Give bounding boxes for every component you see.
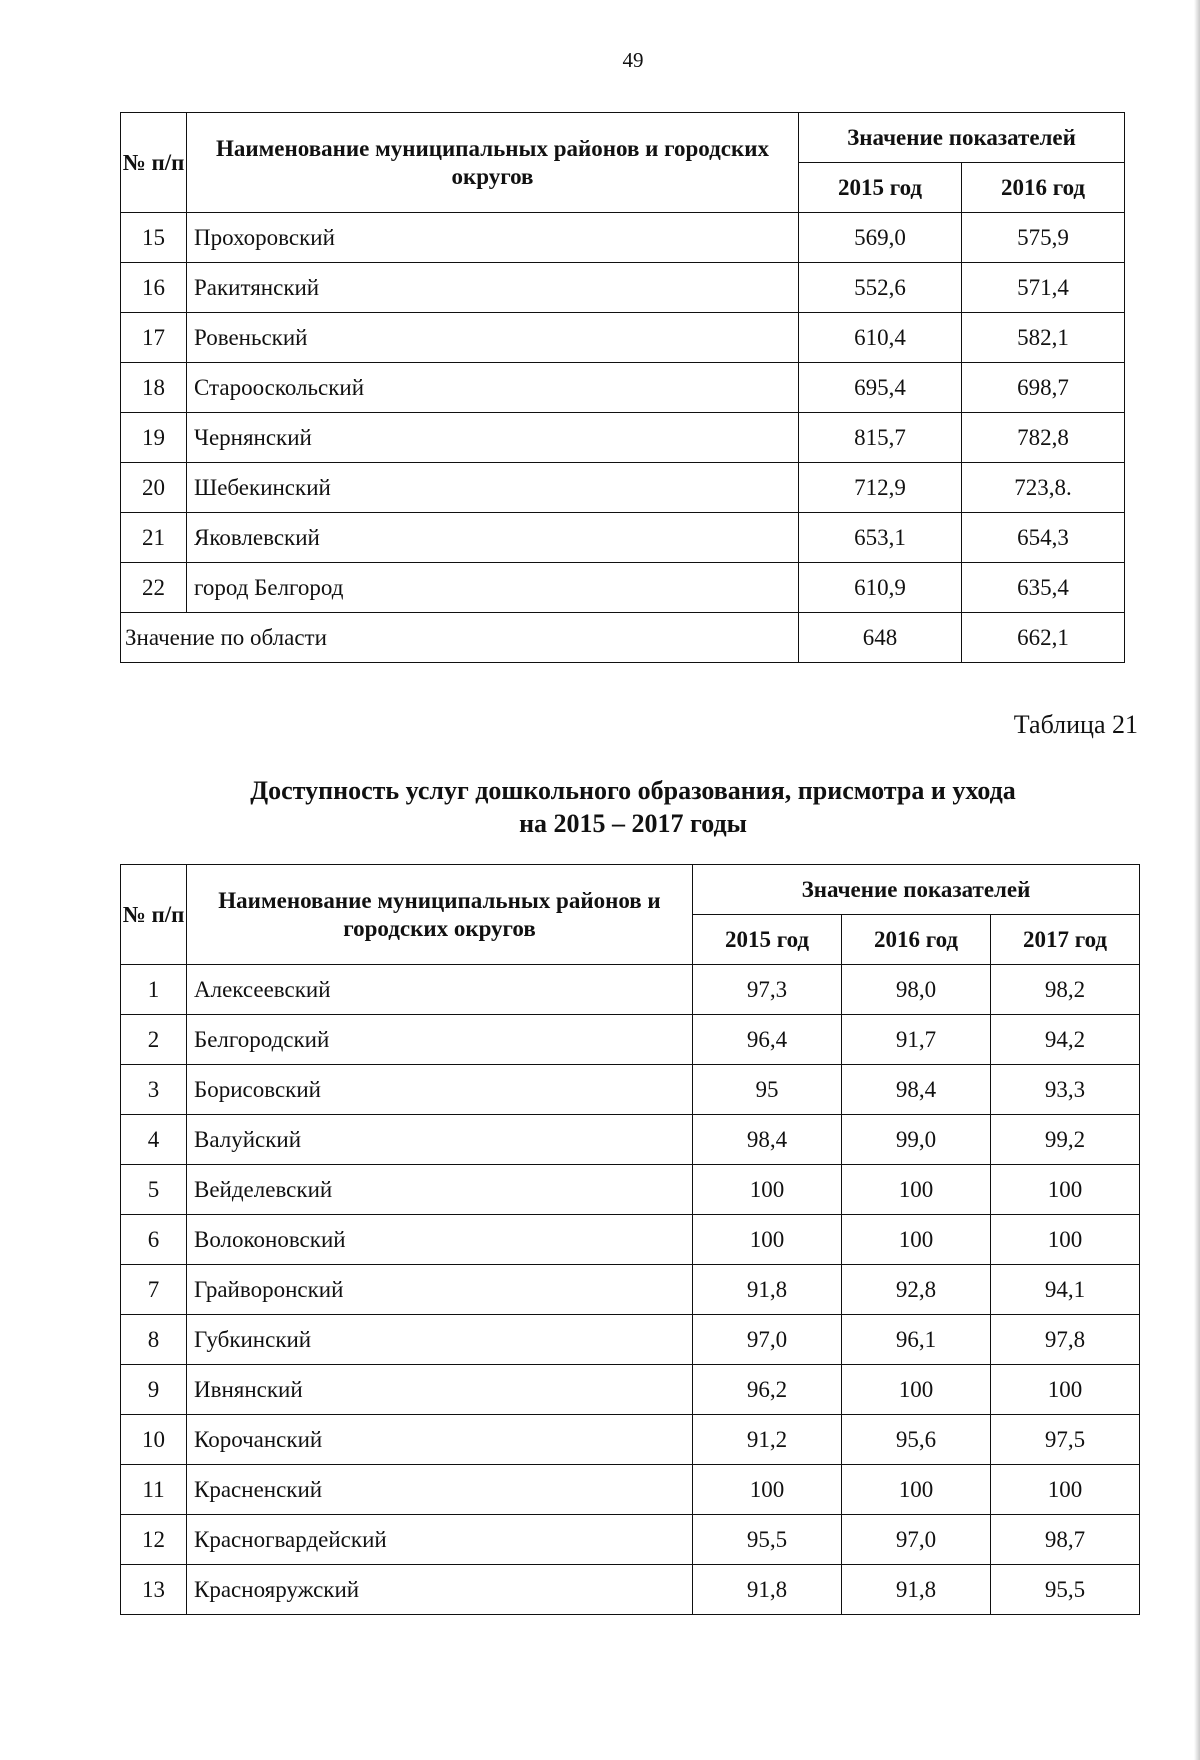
header-name: Наименование муниципальных районов и городских округов	[187, 113, 799, 213]
row-value: 95,5	[693, 1515, 842, 1565]
table-row	[121, 1065, 1140, 1115]
table-row	[121, 1365, 1140, 1415]
row-value: 100	[842, 1215, 991, 1265]
row-name: Красногвардейский	[187, 1515, 693, 1565]
row-value: 95,6	[842, 1415, 991, 1465]
table-row	[121, 1165, 1140, 1215]
row-num: 12	[121, 1515, 187, 1565]
row-name: Алексеевский	[187, 965, 693, 1015]
row-name: Прохоровский	[187, 213, 799, 263]
table-row	[121, 363, 1125, 413]
row-name: город Белгород	[187, 563, 799, 613]
row-value: 100	[991, 1215, 1140, 1265]
row-num: 9	[121, 1365, 187, 1415]
row-value: 95,5	[991, 1565, 1140, 1615]
row-value: 100	[991, 1465, 1140, 1515]
row-value: 97,8	[991, 1315, 1140, 1365]
row-value: 610,9	[799, 563, 962, 613]
table-row	[121, 1415, 1140, 1465]
header-num: № п/п	[121, 865, 187, 965]
row-num: 19	[121, 413, 187, 463]
row-num: 2	[121, 1015, 187, 1065]
row-num: 5	[121, 1165, 187, 1215]
row-name: Губкинский	[187, 1315, 693, 1365]
row-name: Корочанский	[187, 1415, 693, 1465]
row-name: Яковлевский	[187, 513, 799, 563]
header-year-2015: 2015 год	[799, 163, 962, 213]
row-value: 100	[693, 1165, 842, 1215]
row-num: 16	[121, 263, 187, 313]
table-2	[120, 864, 1140, 1615]
row-value: 653,1	[799, 513, 962, 563]
table-row	[121, 1315, 1140, 1365]
total-label: Значение по области	[121, 613, 799, 663]
row-num: 21	[121, 513, 187, 563]
row-name: Ивнянский	[187, 1365, 693, 1415]
row-value: 97,3	[693, 965, 842, 1015]
header-group: Значение показателей	[693, 865, 1140, 915]
row-value: 96,2	[693, 1365, 842, 1415]
row-name: Ракитянский	[187, 263, 799, 313]
row-value: 91,2	[693, 1415, 842, 1465]
header-name: Наименование муниципальных районов и городских округов	[187, 865, 693, 965]
row-num: 6	[121, 1215, 187, 1265]
row-name: Красненский	[187, 1465, 693, 1515]
page-number: 49	[622, 48, 644, 72]
row-value: 98,7	[991, 1515, 1140, 1565]
row-value: 815,7	[799, 413, 962, 463]
table-row	[121, 1565, 1140, 1615]
header-year-2016: 2016 год	[842, 915, 991, 965]
table-row	[121, 1265, 1140, 1315]
row-value: 91,8	[693, 1565, 842, 1615]
row-value: 92,8	[842, 1265, 991, 1315]
row-value: 98,4	[693, 1115, 842, 1165]
row-value: 99,0	[842, 1115, 991, 1165]
row-num: 11	[121, 1465, 187, 1515]
row-value: 93,3	[991, 1065, 1140, 1115]
row-value: 95	[693, 1065, 842, 1115]
row-value: 99,2	[991, 1115, 1140, 1165]
row-value: 98,2	[991, 965, 1140, 1015]
row-name: Валуйский	[187, 1115, 693, 1165]
table-row	[121, 563, 1125, 613]
table-row	[121, 263, 1125, 313]
header-num: № п/п	[121, 113, 187, 213]
row-num: 4	[121, 1115, 187, 1165]
row-num: 1	[121, 965, 187, 1015]
row-num: 10	[121, 1415, 187, 1465]
row-value: 569,0	[799, 213, 962, 263]
row-value: 610,4	[799, 313, 962, 363]
table-title-line-2: на 2015 – 2017 годы	[519, 809, 747, 839]
row-name: Волоконовский	[187, 1215, 693, 1265]
total-value: 648	[799, 613, 962, 663]
row-value: 100	[693, 1215, 842, 1265]
row-name: Шебекинский	[187, 463, 799, 513]
row-value: 100	[991, 1165, 1140, 1215]
row-value: 782,8	[962, 413, 1125, 463]
table-row	[121, 513, 1125, 563]
table-row	[121, 463, 1125, 513]
row-num: 7	[121, 1265, 187, 1315]
row-value: 98,0	[842, 965, 991, 1015]
table-label: Таблица 21	[1013, 710, 1138, 739]
row-num: 13	[121, 1565, 187, 1615]
table-row	[121, 1515, 1140, 1565]
row-value: 91,8	[693, 1265, 842, 1315]
row-value: 98,4	[842, 1065, 991, 1115]
row-name: Старооскольский	[187, 363, 799, 413]
row-value: 635,4	[962, 563, 1125, 613]
row-value: 712,9	[799, 463, 962, 513]
row-value: 571,4	[962, 263, 1125, 313]
row-value: 654,3	[962, 513, 1125, 563]
row-value: 96,4	[693, 1015, 842, 1065]
row-value: 582,1	[962, 313, 1125, 363]
row-value: 91,7	[842, 1015, 991, 1065]
header-year-2016: 2016 год	[962, 163, 1125, 213]
row-value: 575,9	[962, 213, 1125, 263]
row-name: Белгородский	[187, 1015, 693, 1065]
row-name: Вейделевский	[187, 1165, 693, 1215]
row-num: 17	[121, 313, 187, 363]
row-value: 723,8.	[962, 463, 1125, 513]
total-value: 662,1	[962, 613, 1125, 663]
row-value: 698,7	[962, 363, 1125, 413]
table-row	[121, 965, 1140, 1015]
row-value: 94,2	[991, 1015, 1140, 1065]
row-value: 91,8	[842, 1565, 991, 1615]
row-num: 20	[121, 463, 187, 513]
row-value: 97,0	[842, 1515, 991, 1565]
row-value: 552,6	[799, 263, 962, 313]
row-num: 8	[121, 1315, 187, 1365]
row-name: Краснояружский	[187, 1565, 693, 1615]
row-value: 97,5	[991, 1415, 1140, 1465]
row-name: Грайворонский	[187, 1265, 693, 1315]
row-name: Ровеньский	[187, 313, 799, 363]
row-value: 97,0	[693, 1315, 842, 1365]
total-row	[121, 613, 1125, 663]
table-title-line-1: Доступность услуг дошкольного образования, присмотра и ухода	[250, 776, 1016, 805]
row-value: 100	[842, 1465, 991, 1515]
row-value: 100	[991, 1365, 1140, 1415]
header-group: Значение показателей	[799, 113, 1125, 163]
header-year-2017: 2017 год	[991, 915, 1140, 965]
row-num: 18	[121, 363, 187, 413]
row-value: 695,4	[799, 363, 962, 413]
table-row	[121, 413, 1125, 463]
row-value: 100	[842, 1365, 991, 1415]
table-row	[121, 1115, 1140, 1165]
row-name: Борисовский	[187, 1065, 693, 1115]
table-row	[121, 1015, 1140, 1065]
header-year-2015: 2015 год	[693, 915, 842, 965]
table-row	[121, 1215, 1140, 1265]
table-title	[0, 774, 1200, 841]
row-value: 94,1	[991, 1265, 1140, 1315]
row-num: 22	[121, 563, 187, 613]
row-value: 96,1	[842, 1315, 991, 1365]
table-row	[121, 213, 1125, 263]
table-row	[121, 313, 1125, 363]
row-num: 15	[121, 213, 187, 263]
row-num: 3	[121, 1065, 187, 1115]
scan-edge	[1194, 0, 1200, 1760]
row-value: 100	[842, 1165, 991, 1215]
row-name: Чернянский	[187, 413, 799, 463]
table-row	[121, 1465, 1140, 1515]
table-1	[120, 112, 1125, 663]
row-value: 100	[693, 1465, 842, 1515]
